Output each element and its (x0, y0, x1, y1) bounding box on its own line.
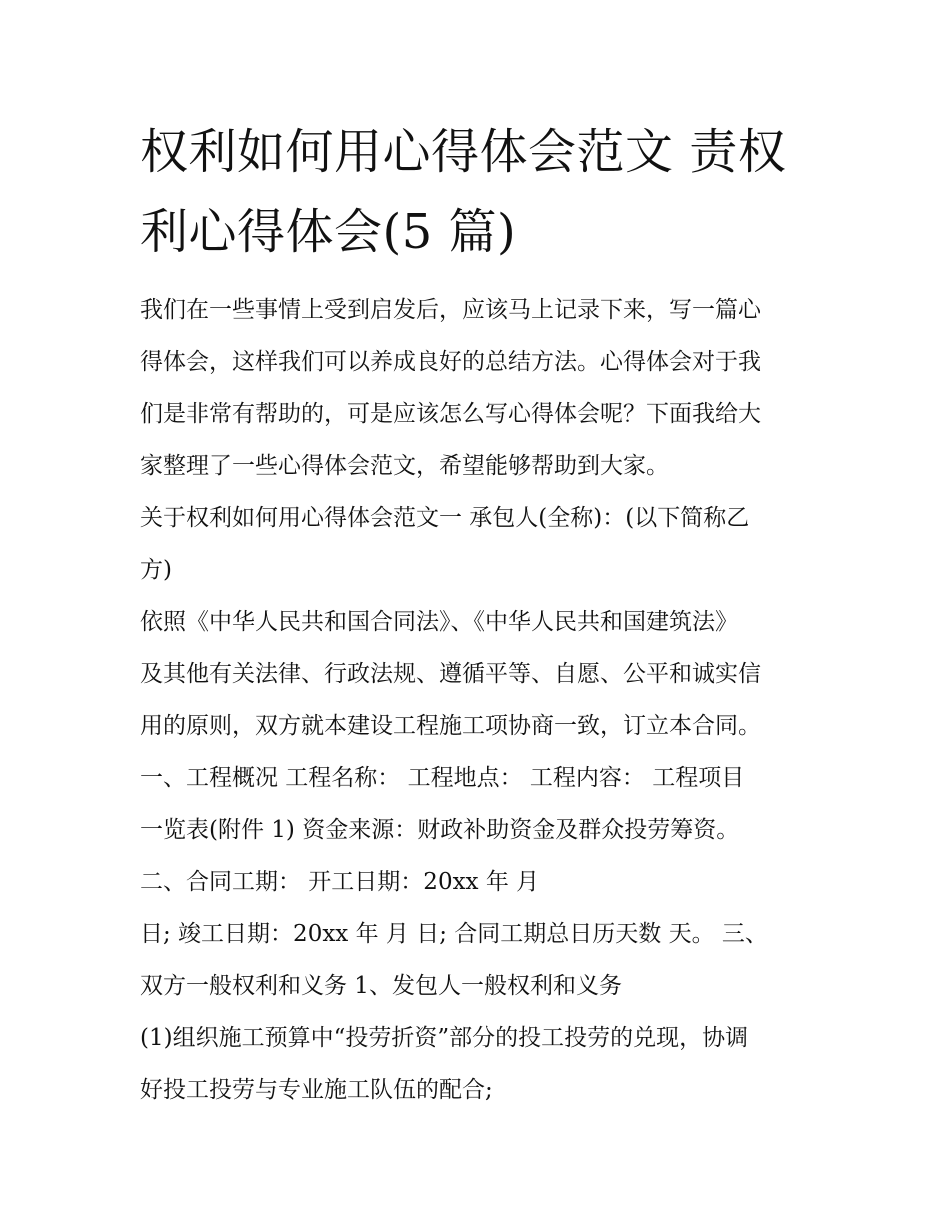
section-heading-paragraph (140, 492, 820, 596)
title-line: 利心得体会(5 篇) (140, 204, 517, 260)
text-line: 好投工投劳与专业施工队伍的配合; (140, 1077, 493, 1103)
text-line: 一览表(附件 1) 资金来源：财政补助资金及群众投劳筹资。 (140, 817, 740, 843)
document-title (140, 112, 820, 272)
contract-body-paragraph (140, 596, 820, 1012)
text-line: 家整理了一些心得体会范文，希望能够帮助到大家。 (140, 453, 669, 479)
text-line: (1)组织施工预算中“投劳折资”部分的投工投劳的兑现，协调 (140, 1025, 749, 1051)
text-line: 得体会，这样我们可以养成良好的总结方法。心得体会对于我 (140, 349, 761, 375)
text-line: 我们在一些事情上受到启发后，应该马上记录下来，写一篇心 (140, 297, 761, 323)
text-line: 日; 竣工日期：20xx 年 月 日; 合同工期总日历天数 天。 三、 (140, 921, 768, 947)
document-content (140, 112, 820, 1116)
intro-paragraph (140, 284, 820, 492)
text-line: 关于权利如何用心得体会范文一 承包人(全称)：(以下简称乙 (140, 505, 750, 531)
text-line: 双方一般权利和义务 1、发包人一般权利和义务 (140, 973, 622, 999)
text-line: 们是非常有帮助的，可是应该怎么写心得体会呢？下面我给大 (140, 401, 761, 427)
title-line: 权利如何用心得体会范文 责权 (140, 124, 787, 180)
text-line: 及其他有关法律、行政法规、遵循平等、自愿、公平和诚实信 (140, 661, 761, 687)
text-line: 依照《中华人民共和国合同法》、《中华人民共和国建筑法》 (140, 609, 738, 635)
text-line: 方) (140, 557, 172, 583)
text-line: 用的原则，双方就本建设工程施工项协商一致，订立本合同。 (140, 713, 761, 739)
text-line: 二、合同工期： 开工日期：20xx 年 月 (140, 869, 540, 895)
text-line: 一、工程概况 工程名称： 工程地点： 工程内容： 工程项目 (140, 765, 745, 791)
clause-paragraph (140, 1012, 820, 1116)
